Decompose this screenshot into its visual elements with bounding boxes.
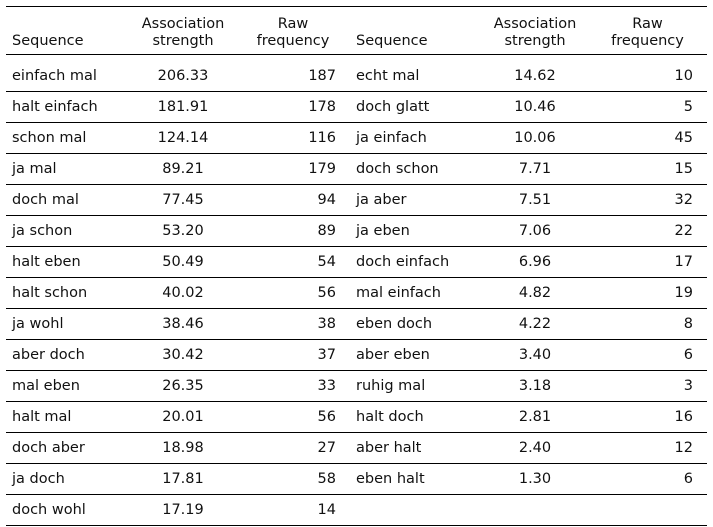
cell-sequence-right: doch glatt xyxy=(356,99,430,115)
cell-association-right: 3.18 xyxy=(518,378,552,394)
cell-association-left: 53.20 xyxy=(162,223,204,239)
cell-raw-right: 10 xyxy=(674,68,693,84)
cell-association-right: 2.40 xyxy=(518,440,552,456)
cell-association-left: 181.91 xyxy=(157,99,209,115)
cell-association-right: 1.30 xyxy=(518,471,552,487)
header-row xyxy=(6,7,707,55)
table-row xyxy=(6,123,707,154)
cell-sequence-left: ja schon xyxy=(12,223,73,239)
table-row xyxy=(6,92,707,123)
cell-raw-right: 32 xyxy=(674,192,693,208)
header-raw-line1: Raw xyxy=(632,16,663,32)
cell-association-left: 17.81 xyxy=(162,471,204,487)
cell-sequence-right: eben doch xyxy=(356,316,433,332)
cell-sequence-left: ja doch xyxy=(12,471,65,487)
cell-association-left: 38.46 xyxy=(162,316,204,332)
table-row xyxy=(6,340,707,371)
table-row xyxy=(6,433,707,464)
cell-association-left: 20.01 xyxy=(162,409,204,425)
header-raw-left xyxy=(244,7,350,55)
header-raw-line1: Raw xyxy=(277,16,309,32)
header-assoc-line1: Association xyxy=(493,16,577,32)
cell-sequence-left: ja mal xyxy=(12,161,57,177)
cell-raw-right: 45 xyxy=(674,130,693,146)
cell-association-right: 4.22 xyxy=(518,316,552,332)
cell-raw-left: 14 xyxy=(317,502,336,518)
cell-association-left: 50.49 xyxy=(162,254,204,270)
table-body xyxy=(6,55,707,526)
cell-raw-right: 6 xyxy=(683,347,693,363)
cell-association-left: 17.19 xyxy=(162,502,204,518)
cell-sequence-right: doch einfach xyxy=(356,254,450,270)
cell-sequence-left: doch mal xyxy=(12,192,79,208)
cell-association-right: 3.40 xyxy=(518,347,552,363)
table-row xyxy=(6,309,707,340)
cell-association-right: 2.81 xyxy=(518,409,552,425)
cell-association-left: 124.14 xyxy=(157,130,209,146)
cell-raw-right: 5 xyxy=(683,99,693,115)
cell-sequence-right: eben halt xyxy=(356,471,425,487)
cell-sequence-right: ja aber xyxy=(356,192,407,208)
cell-association-left: 26.35 xyxy=(162,378,204,394)
cell-association-left: 40.02 xyxy=(162,285,204,301)
header-raw-right xyxy=(596,7,707,55)
cell-raw-left: 94 xyxy=(317,192,336,208)
cell-sequence-right: ja einfach xyxy=(356,130,427,146)
header-assoc-line1: Association xyxy=(141,16,225,32)
cell-sequence-right: doch schon xyxy=(356,161,439,177)
cell-raw-right: 6 xyxy=(683,471,693,487)
cell-raw-right: 15 xyxy=(674,161,693,177)
cell-sequence-left: doch aber xyxy=(12,440,85,456)
cell-association-right: 4.82 xyxy=(518,285,552,301)
cell-sequence-left: aber doch xyxy=(12,347,85,363)
cell-sequence-left: halt mal xyxy=(12,409,72,425)
cell-raw-right: 16 xyxy=(674,409,693,425)
cell-raw-left: 33 xyxy=(317,378,336,394)
header-association-left xyxy=(122,7,244,55)
table-row xyxy=(6,185,707,216)
cell-raw-left: 187 xyxy=(308,68,336,84)
table-row xyxy=(6,464,707,495)
cell-association-right: 7.06 xyxy=(518,223,552,239)
header-sequence-left: Sequence xyxy=(6,7,122,55)
cell-raw-right: 12 xyxy=(674,440,693,456)
cell-association-left: 18.98 xyxy=(162,440,204,456)
cell-association-right: 6.96 xyxy=(518,254,552,270)
cell-raw-left: 56 xyxy=(317,285,336,301)
cell-sequence-left: einfach mal xyxy=(12,68,97,84)
header-assoc-line2: strength xyxy=(504,33,566,49)
cell-association-left: 206.33 xyxy=(157,68,209,84)
cell-raw-left: 27 xyxy=(317,440,336,456)
cell-association-right xyxy=(474,495,596,526)
header-association-right xyxy=(474,7,596,55)
header-raw-line2: frequency xyxy=(256,33,330,49)
cell-sequence-right: ja eben xyxy=(356,223,410,239)
cell-sequence-right: ruhig mal xyxy=(356,378,426,394)
cell-association-right: 10.06 xyxy=(514,130,556,146)
table-row xyxy=(6,278,707,309)
table-header xyxy=(6,7,707,55)
table-row xyxy=(6,55,707,92)
header-assoc-line2: strength xyxy=(152,33,214,49)
cell-raw-left: 37 xyxy=(317,347,336,363)
cell-raw-right: 8 xyxy=(683,316,693,332)
association-table xyxy=(6,6,707,526)
cell-sequence-right: halt doch xyxy=(356,409,424,425)
cell-raw-left: 56 xyxy=(317,409,336,425)
cell-raw-right xyxy=(596,495,707,526)
cell-association-left: 89.21 xyxy=(162,161,204,177)
table-row xyxy=(6,402,707,433)
cell-association-left: 30.42 xyxy=(162,347,204,363)
cell-raw-left: 38 xyxy=(317,316,336,332)
cell-sequence-left: doch wohl xyxy=(12,502,86,518)
cell-raw-left: 54 xyxy=(317,254,336,270)
cell-sequence-left: schon mal xyxy=(12,130,87,146)
cell-raw-left: 179 xyxy=(308,161,336,177)
table-row xyxy=(6,154,707,185)
cell-raw-left: 116 xyxy=(308,130,336,146)
table-row xyxy=(6,247,707,278)
cell-sequence-left: halt einfach xyxy=(12,99,98,115)
cell-raw-left: 58 xyxy=(317,471,336,487)
table-row xyxy=(6,216,707,247)
cell-raw-left: 89 xyxy=(317,223,336,239)
cell-association-left: 77.45 xyxy=(162,192,204,208)
cell-association-right: 7.71 xyxy=(518,161,552,177)
cell-association-right: 14.62 xyxy=(514,68,556,84)
cell-raw-right: 3 xyxy=(683,378,693,394)
cell-sequence-left: halt eben xyxy=(12,254,81,270)
cell-association-right: 10.46 xyxy=(514,99,556,115)
cell-raw-right: 19 xyxy=(674,285,693,301)
cell-raw-right: 22 xyxy=(674,223,693,239)
cell-sequence-left: halt schon xyxy=(12,285,88,301)
cell-sequence-right: mal einfach xyxy=(356,285,441,301)
cell-sequence-right: aber halt xyxy=(356,440,422,456)
cell-sequence-right xyxy=(350,495,474,526)
header-sequence-right: Sequence xyxy=(350,7,474,55)
cell-sequence-left: ja wohl xyxy=(12,316,64,332)
cell-raw-left: 178 xyxy=(308,99,336,115)
table-row xyxy=(6,495,707,526)
cell-raw-right: 17 xyxy=(674,254,693,270)
cell-sequence-left: mal eben xyxy=(12,378,80,394)
cell-association-right: 7.51 xyxy=(518,192,552,208)
header-raw-line2: frequency xyxy=(611,33,684,49)
cell-sequence-right: echt mal xyxy=(356,68,420,84)
table-row xyxy=(6,371,707,402)
cell-sequence-right: aber eben xyxy=(356,347,430,363)
